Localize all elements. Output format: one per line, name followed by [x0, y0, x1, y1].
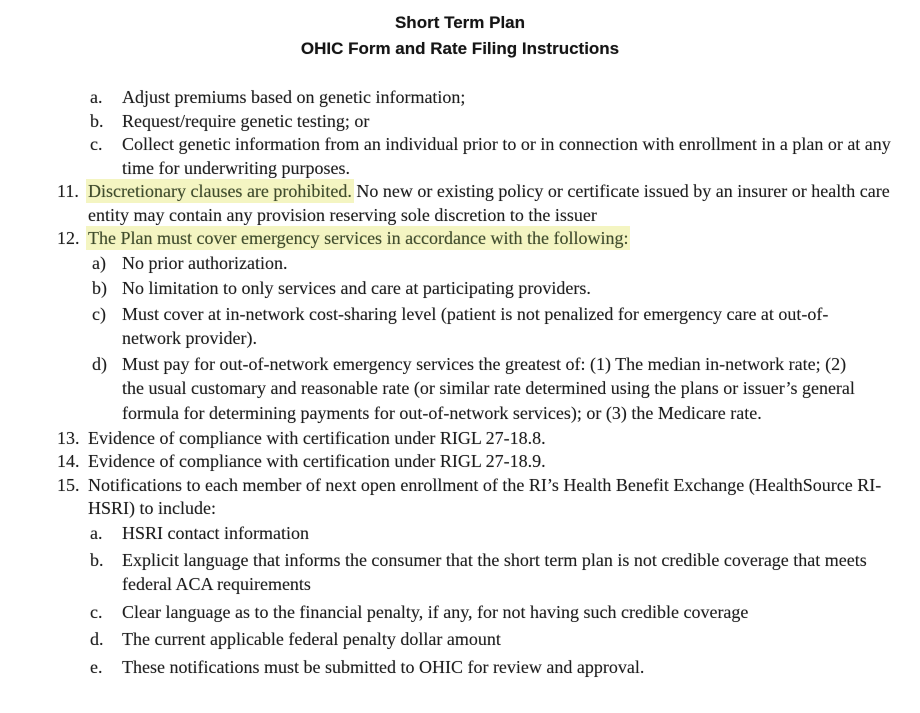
- list-text: [122, 627, 501, 651]
- list-text: [122, 86, 465, 110]
- text-segment: Notifications to each member of next open enrollment of the RI’s Health Benefit Exchange (HealthSource RI-HSRI) to include:: [88, 474, 882, 519]
- list-item: [0, 450, 892, 474]
- document-header: [0, 10, 920, 62]
- list-item: [0, 180, 892, 227]
- list-text: [88, 427, 546, 451]
- text-segment: The current applicable federal penalty dollar amount: [122, 629, 501, 650]
- list-text: [88, 227, 628, 251]
- page-subtitle: OHIC Form and Rate Filing Instructions: [300, 39, 620, 58]
- list-item: [0, 133, 892, 180]
- text-segment: Request/require genetic testing; or: [122, 110, 370, 131]
- text-segment: Evidence of compliance with certification under RIGL 27-18.9.: [88, 451, 546, 472]
- list-marker: b.: [90, 110, 104, 131]
- highlighted-text: The Plan must cover emergency services in accordance with the following:: [88, 228, 629, 248]
- list-marker: 15.: [57, 474, 80, 495]
- text-segment: These notifications must be submitted to OHIC for review and approval.: [122, 656, 645, 677]
- list-text: [88, 180, 892, 227]
- list-marker: 13.: [57, 427, 80, 448]
- highlighted-text: Discretionary clauses are prohibited.: [88, 181, 352, 201]
- text-segment: No prior authorization.: [122, 252, 288, 273]
- list-marker: d.: [90, 629, 104, 650]
- text-segment: Explicit language that informs the consumer that the short term plan is not credible coverage that meets federal ACA requirements: [122, 550, 867, 595]
- list-marker: c): [92, 303, 106, 324]
- list-marker: 11.: [57, 181, 79, 201]
- text-segment: HSRI contact information: [122, 522, 309, 543]
- list-marker: b.: [90, 550, 104, 571]
- list-text: [122, 110, 369, 134]
- text-segment: Must cover at in-network cost-sharing level (patient is not penalized for emergency care at out-of-network provider).: [122, 303, 829, 349]
- list-marker: c.: [90, 134, 103, 154]
- list-text: [122, 548, 892, 596]
- text-segment: Collect genetic information from an individual prior to or in connection with enrollment in a plan or at any time for underwriting purposes.: [122, 134, 891, 178]
- text-segment: Adjust premiums based on genetic information;: [122, 87, 466, 107]
- list-text: [122, 521, 309, 545]
- list-item: [0, 600, 892, 624]
- text-segment: No new or existing policy or certificate issued by an insurer or health care entity may contain any provision reserving sole discretion to the issuer: [88, 181, 890, 225]
- list-item: [0, 548, 892, 596]
- list-item: [0, 86, 892, 110]
- list-marker: c.: [90, 601, 103, 622]
- list-marker: 14.: [57, 451, 80, 472]
- list-marker: e.: [90, 656, 103, 677]
- list-marker: 12.: [57, 228, 80, 248]
- list-text: [122, 251, 287, 276]
- list-item: [0, 276, 892, 301]
- list-item: [0, 110, 892, 134]
- list-marker: d): [92, 353, 107, 374]
- list-text: [122, 133, 892, 180]
- list-marker: b): [92, 278, 107, 299]
- instruction-list: [0, 86, 920, 679]
- list-item: [0, 627, 892, 651]
- list-text: [122, 655, 644, 679]
- page-title: Short Term Plan: [394, 13, 526, 32]
- list-item: [0, 427, 892, 451]
- list-marker: a.: [90, 87, 103, 107]
- list-item: [0, 302, 892, 351]
- list-marker: a): [92, 252, 106, 273]
- text-segment: No limitation to only services and care at participating providers.: [122, 278, 591, 299]
- text-segment: Clear language as to the financial penalty, if any, for not having such credible coverage: [122, 601, 749, 622]
- list-item: [0, 521, 892, 545]
- list-item: [0, 251, 892, 276]
- list-item: [0, 655, 892, 679]
- list-marker: a.: [90, 522, 103, 543]
- list-text: [122, 600, 748, 624]
- list-text: [88, 474, 892, 521]
- text-segment: Evidence of compliance with certification under RIGL 27-18.8.: [88, 427, 546, 448]
- list-text: [122, 276, 591, 301]
- list-text: [88, 450, 546, 474]
- list-text: [122, 352, 867, 426]
- list-item: [0, 227, 892, 251]
- list-text: [122, 302, 867, 351]
- text-segment: Must pay for out-of-network emergency services the greatest of: (1) The median in-network rate; (2) the usual customary and reasonable rate (or similar rate determined using the plans or issuer’s general formula for determining payments for out-of-network services); or (3) the Medicare rate.: [122, 353, 855, 424]
- list-item: [0, 352, 892, 426]
- list-item: [0, 474, 892, 521]
